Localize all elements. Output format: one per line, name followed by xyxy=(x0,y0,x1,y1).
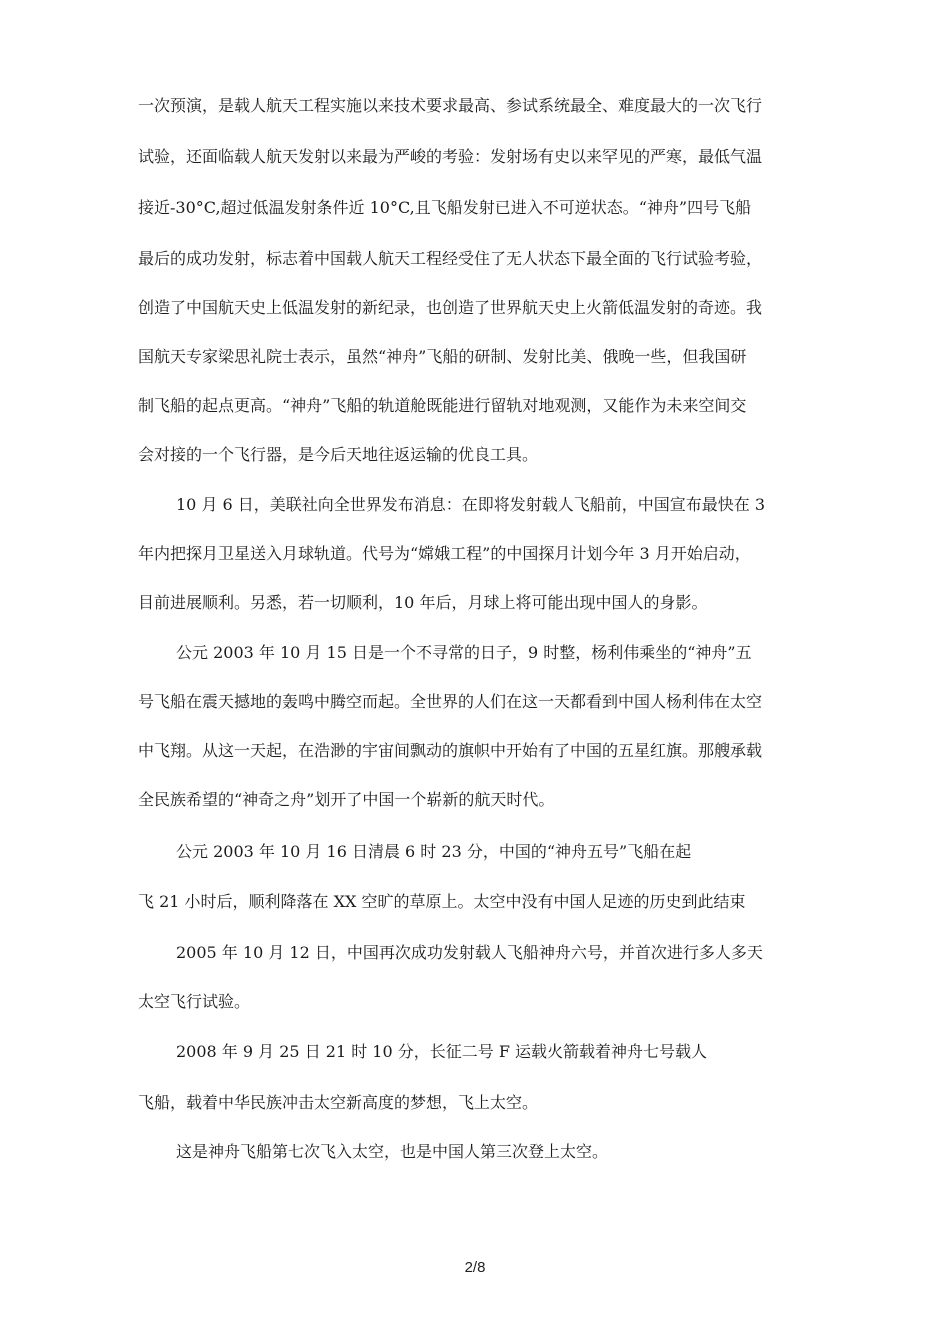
text-line: 目前进展顺利。另悉，若一切顺利，10 年后，月球上将可能出现中国人的身影。 xyxy=(138,593,708,612)
text-line: 会对接的一个飞行器，是今后天地往返运输的优良工具。 xyxy=(138,445,539,464)
text-line: 中飞翔。从这一天起，在浩渺的宇宙间飘动的旗帜中开始有了中国的五星红旗。那艘承载 xyxy=(138,741,763,760)
text-line: 创造了中国航天史上低温发射的新纪录，也创造了世界航天史上火箭低温发射的奇迹。我 xyxy=(138,298,763,317)
text-line: 试验，还面临载人航天发射以来最为严峻的考验：发射场有史以来罕见的严寒，最低气温 xyxy=(138,147,763,166)
text-line: 飞船，载着中华民族冲击太空新高度的梦想，飞上太空。 xyxy=(138,1093,539,1112)
page-number: 2/8 xyxy=(464,1259,486,1276)
text-line: 年内把探月卫星送入月球轨道。代号为“嫦娥工程”的中国探月计划今年 3 月开始启动， xyxy=(138,544,751,563)
text-line: 全民族希望的“神奇之舟”划开了中国一个崭新的航天时代。 xyxy=(138,790,555,809)
text-line: 制飞船的起点更高。“神舟”飞船的轨道舱既能进行留轨对地观测，又能作为未来空间交 xyxy=(138,396,747,415)
text-line: 2005 年 10 月 12 日，中国再次成功发射载人飞船神舟六号，并首次进行多人多天 xyxy=(176,943,763,962)
text-line: 10 月 6 日，美联社向全世界发布消息：在即将发射载人飞船前，中国宣布最快在 3 xyxy=(176,495,766,514)
text-line: 太空飞行试验。 xyxy=(138,992,251,1011)
text-line: 公元 2003 年 10 月 16 日清晨 6 时 23 分，中国的“神舟五号”飞船在起 xyxy=(176,842,692,861)
text-line: 号飞船在震天撼地的轰鸣中腾空而起。全世界的人们在这一天都看到中国人杨利伟在太空 xyxy=(138,692,763,711)
text-line: 一次预演，是载人航天工程实施以来技术要求最高、参试系统最全、难度最大的一次飞行 xyxy=(138,96,763,115)
text-line: 这是神舟飞船第七次飞入太空，也是中国人第三次登上太空。 xyxy=(176,1142,609,1161)
text-line: 公元 2003 年 10 月 15 日是一个不寻常的日子，9 时整，杨利伟乘坐的“神舟”五 xyxy=(176,643,752,662)
text-line: 飞 21 小时后，顺利降落在 XX 空旷的草原上。太空中没有中国人足迹的历史到此结束 xyxy=(138,892,746,911)
text-line: 接近-30°C,超过低温发射条件近 10°C,且飞船发射已进入不可逆状态。“神舟”四号飞船 xyxy=(138,198,752,217)
text-line: 最后的成功发射，标志着中国载人航天工程经受住了无人状态下最全面的飞行试验考验， xyxy=(138,249,763,268)
text-line: 国航天专家梁思礼院士表示，虽然“神舟”飞船的研制、发射比美、俄晚一些，但我国研 xyxy=(138,347,747,366)
text-line: 2008 年 9 月 25 日 21 时 10 分，长征二号 F 运载火箭载着神舟七号载人 xyxy=(176,1042,708,1061)
